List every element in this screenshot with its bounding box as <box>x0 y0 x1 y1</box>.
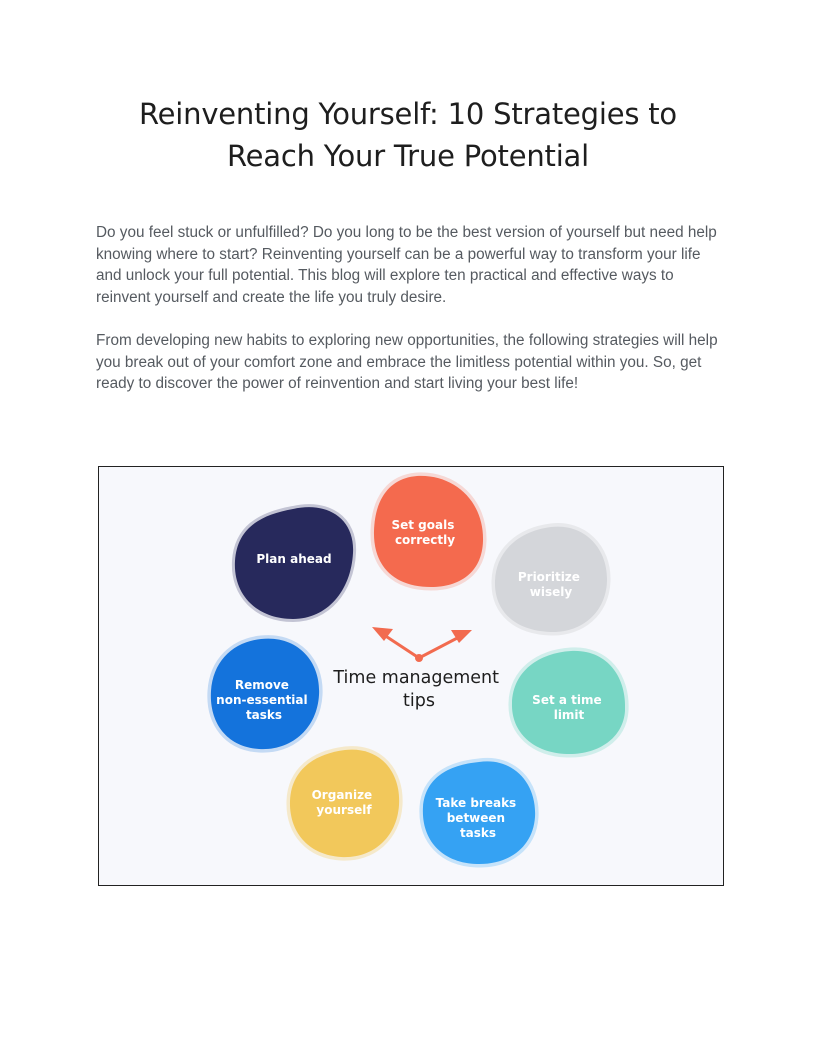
tip-prioritize <box>495 527 607 632</box>
time-management-infographic <box>98 466 724 886</box>
article-title: Reinventing Yourself: 10 Strategies to Reach Your True Potential <box>139 97 677 173</box>
prioritize-label: Prioritize wisely <box>517 570 580 599</box>
tip-take-breaks <box>423 761 535 864</box>
tip-set-goals <box>374 476 483 587</box>
infographic-center-title: Time management tips <box>333 668 500 711</box>
infographic-canvas <box>99 467 723 885</box>
clock-arrows-icon <box>372 627 472 662</box>
tip-set-time-limit <box>512 651 625 754</box>
second-paragraph: From developing new habits to exploring new opportunities, the following strategies will help you break out of your comfort zone and embrace the limitless potential within you. So, get ready to discover the power of reinvention and start living your best life! <box>96 332 718 392</box>
organize-label: Organize yourself <box>311 788 373 817</box>
take-breaks-label: Take breaks between tasks <box>435 796 517 840</box>
plan-ahead-label: Plan ahead <box>256 552 332 566</box>
set-goals-label: Set goals correctly <box>391 518 456 547</box>
time-limit-label: Set a time limit <box>532 693 602 722</box>
remove-tasks-label: Remove non-essential tasks <box>216 678 308 722</box>
intro-paragraph: Do you feel stuck or unfulfilled? Do you long to be the best version of yourself but need help knowing where to start? Reinventing yourself can be a powerful way to transform your life and unlock your full potential. This blog will explore ten practical and effective ways to reinvent yourself and create the life you truly desire. <box>96 224 717 306</box>
tip-remove-tasks <box>211 639 319 750</box>
tip-organize <box>290 750 399 858</box>
tip-plan-ahead <box>235 507 353 619</box>
